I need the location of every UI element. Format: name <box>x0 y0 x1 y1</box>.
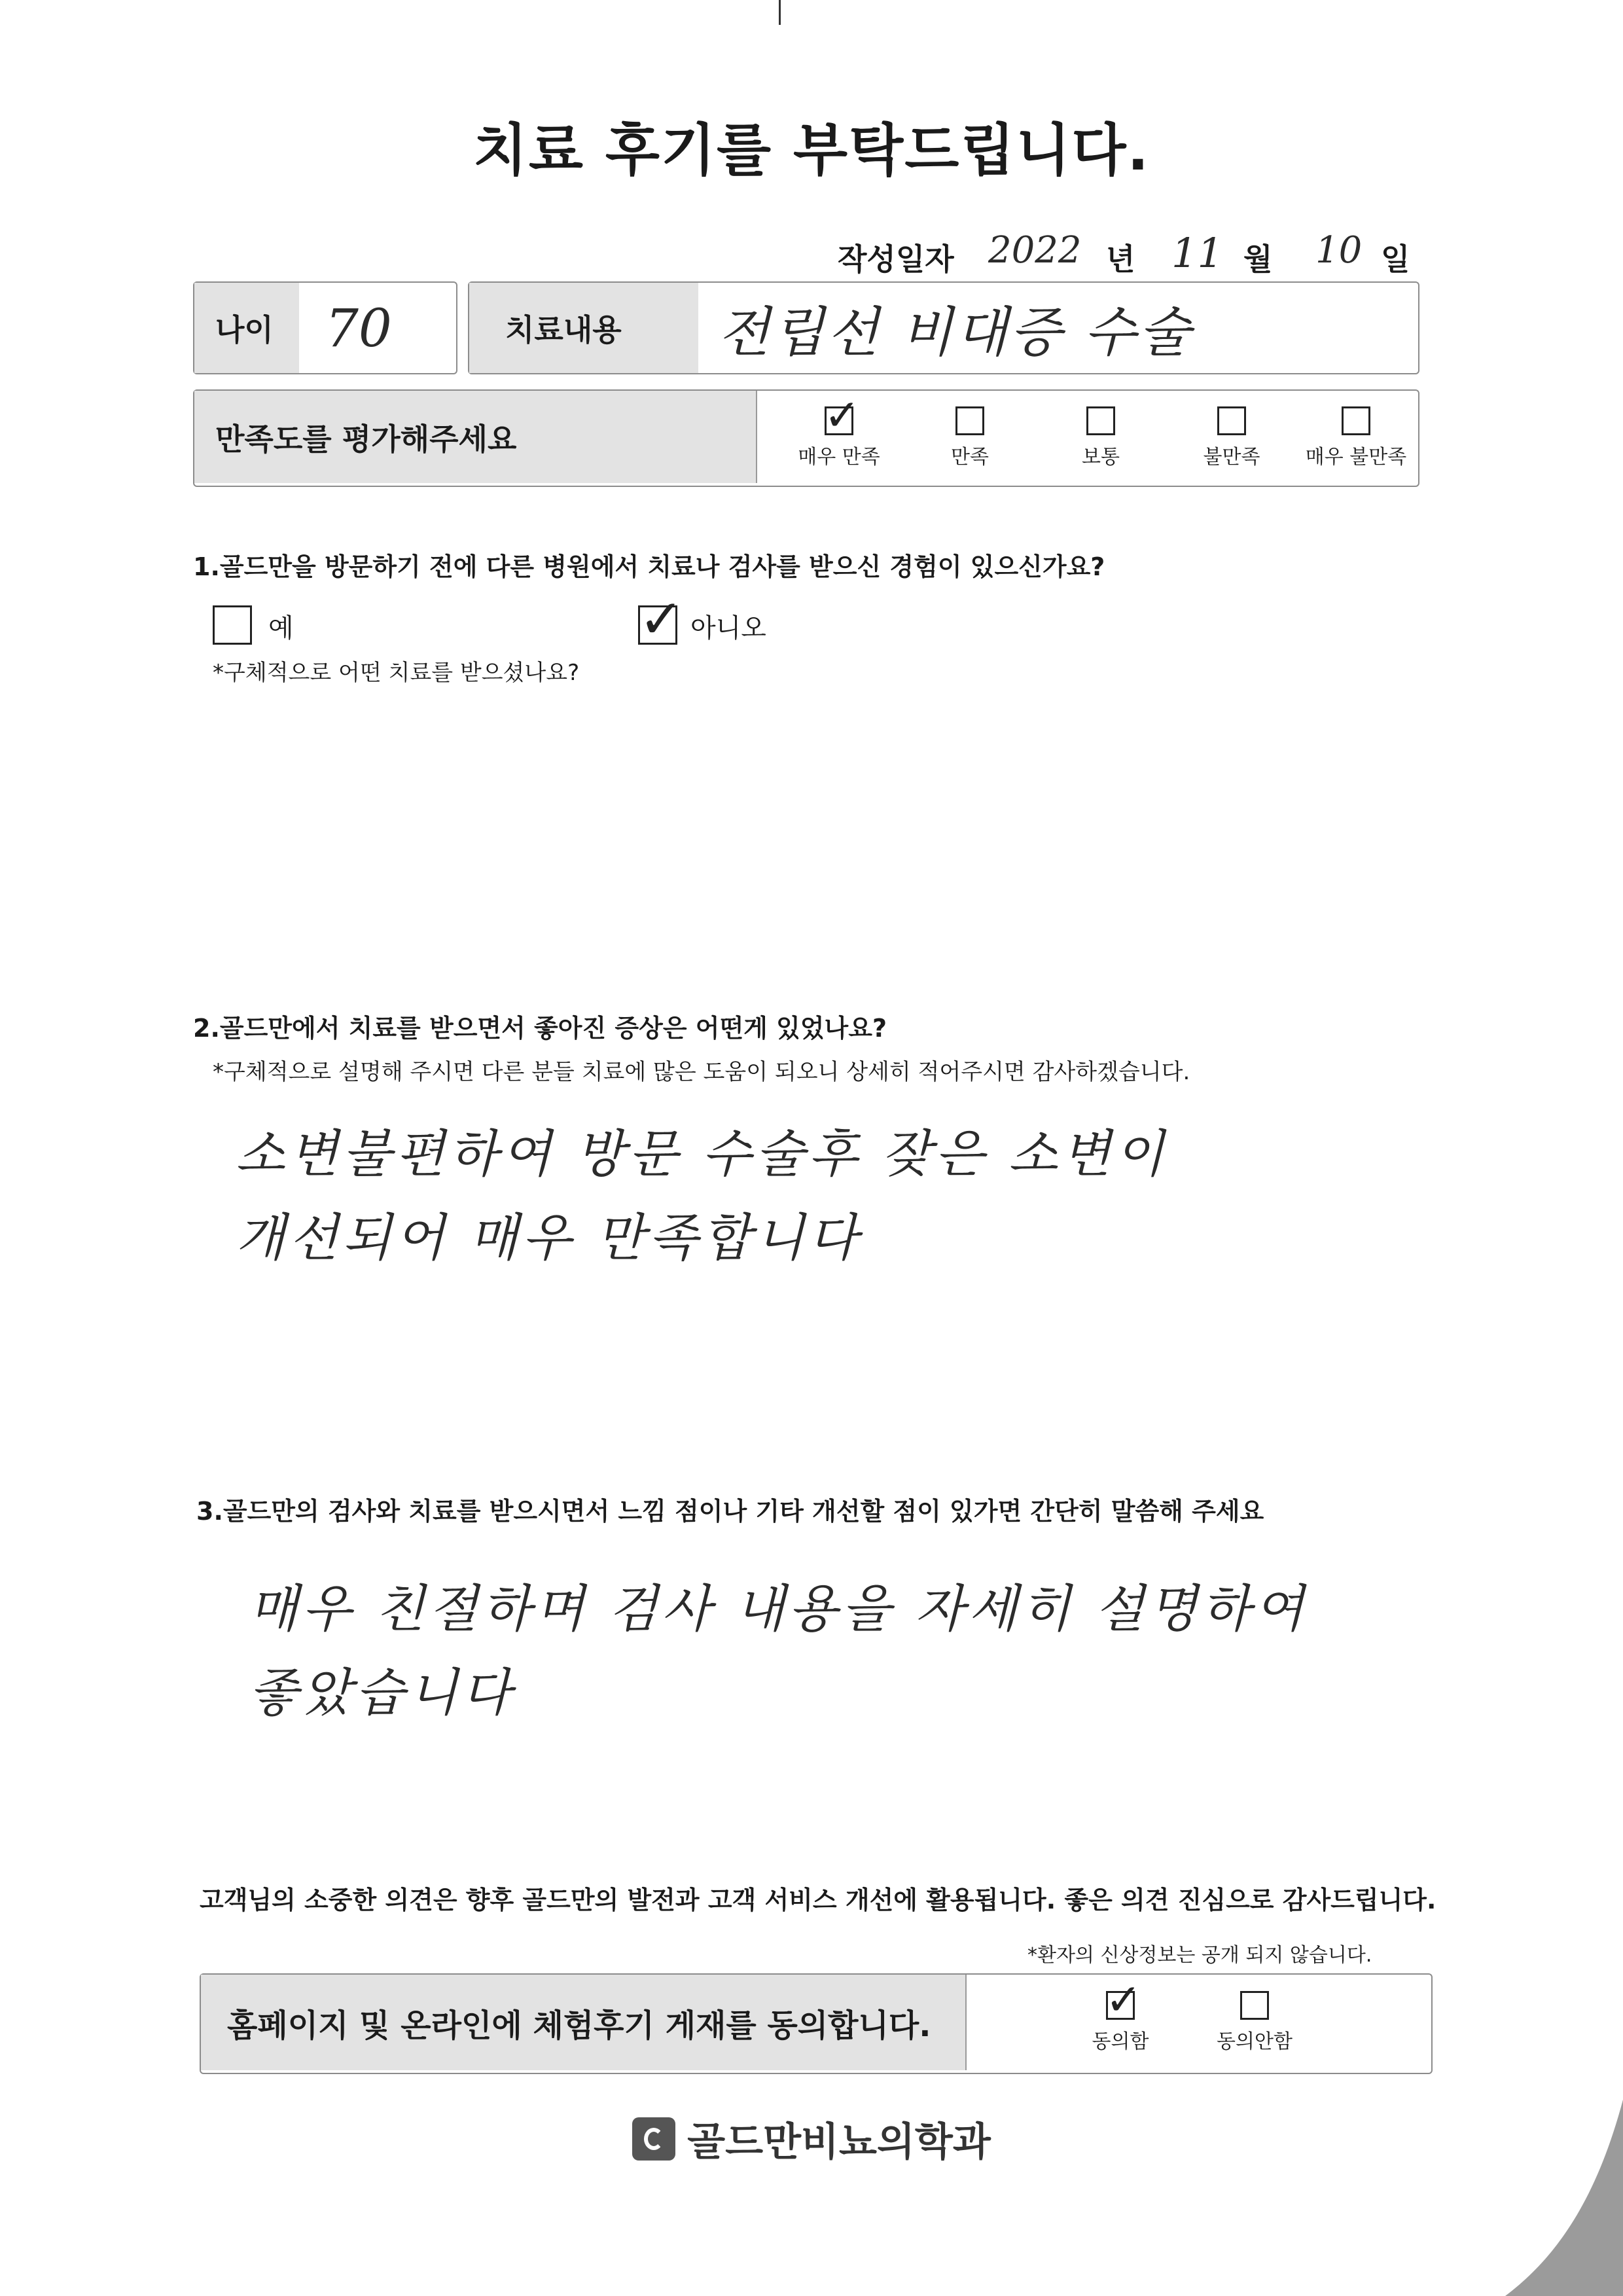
consent-agree-label: 동의함 <box>1092 2030 1149 2053</box>
q1-yes-label: 예 <box>268 613 294 643</box>
q2-answer-line-2: 개선되어 매우 만족합니다 <box>236 1209 862 1268</box>
very-satisfied-checkbox[interactable] <box>824 390 861 440</box>
satisfaction-option-satisfied[interactable] <box>914 406 1026 469</box>
clinic-logo-icon <box>632 2117 675 2161</box>
option-label: 만족 <box>951 446 989 469</box>
q1-no-checkbox[interactable] <box>638 588 684 651</box>
treatment-value: 전립선 비대증 수술 <box>718 301 1193 364</box>
treatment-label: 치료내용 <box>469 283 698 373</box>
date-month-unit: 월 <box>1243 242 1273 277</box>
consent-disagree-checkbox[interactable] <box>1240 1991 1269 2020</box>
satisfaction-label: 만족도를 평가해주세요 <box>194 391 757 483</box>
scan-mark <box>779 0 781 25</box>
option-label: 매우 불만족 <box>1305 446 1407 469</box>
q1-hint: *구체적으로 어떤 치료를 받으셨나요? <box>213 660 580 686</box>
age-box <box>193 281 457 374</box>
option-label: 매우 만족 <box>798 446 880 469</box>
page-title: 치료 후기를 부탁드립니다. <box>473 118 1150 183</box>
question-3: 3.골드만의 검사와 치료를 받으시면서 느낌 점이나 기타 개선할 점이 있가면 간단히 말씀해 주세요 <box>196 1497 1264 1526</box>
satisfied-checkbox[interactable] <box>955 406 984 435</box>
date-day-value: 10 <box>1315 229 1363 272</box>
neutral-checkbox[interactable] <box>1086 406 1115 435</box>
date-year-value: 2022 <box>988 229 1082 272</box>
very-dissatisfied-checkbox[interactable] <box>1342 406 1370 435</box>
q1-yes-checkbox[interactable] <box>213 605 252 645</box>
clinic-name: 골드만비뇨의학과 <box>687 2119 991 2165</box>
consent-agree-checkbox[interactable] <box>1105 1975 1142 2025</box>
age-value: 70 <box>325 297 392 359</box>
footer-logo <box>0 2111 1623 2167</box>
q3-answer <box>249 1568 1459 1735</box>
satisfaction-options <box>738 390 1418 478</box>
check-mark-icon: ✓ <box>1105 1975 1142 2025</box>
option-label: 불만족 <box>1203 446 1260 469</box>
page-corner-shadow <box>1427 2100 1623 2296</box>
question-2: 2.골드만에서 치료를 받으면서 좋아진 증상은 어떤게 있었나요? <box>193 1014 887 1043</box>
q2-answer-line-1: 소변불편하여 방문 수술후 잦은 소변이 <box>236 1125 1168 1184</box>
option-label: 보통 <box>1082 446 1120 469</box>
satisfaction-box <box>193 389 1419 487</box>
date-row <box>838 229 1427 288</box>
consent-label: 홈페이지 및 온라인에 체험후기 게재를 동의합니다. <box>201 1975 967 2070</box>
satisfaction-option-very-satisfied[interactable] <box>783 390 895 469</box>
q3-answer-line-2: 좋았습니다 <box>249 1664 515 1723</box>
check-mark-icon: ✓ <box>824 390 861 440</box>
age-label: 나이 <box>194 283 299 373</box>
date-day-unit: 일 <box>1381 242 1410 277</box>
q2-hint: *구체적으로 설명해 주시면 다른 분들 치료에 많은 도움이 되오니 상세히 적어주시면 감사하겠습니다. <box>213 1059 1190 1085</box>
q2-answer <box>236 1113 1414 1280</box>
q3-answer-line-1: 매우 친절하며 검사 내용을 자세히 설명하여 <box>249 1580 1308 1639</box>
dissatisfied-checkbox[interactable] <box>1217 406 1246 435</box>
satisfaction-option-dissatisfied[interactable] <box>1176 406 1287 469</box>
treatment-box <box>468 281 1419 374</box>
date-month-value: 11 <box>1171 229 1223 277</box>
satisfaction-option-neutral[interactable] <box>1045 406 1156 469</box>
consent-box <box>200 1973 1433 2074</box>
consent-disagree-label: 동의안함 <box>1217 2030 1293 2053</box>
consent-agree-option[interactable] <box>1068 1975 1173 2054</box>
thanks-message: 고객님의 소중한 의견은 향후 골드만의 발전과 고객 서비스 개선에 활용됩니다. 좋은 의견 진심으로 감사드립니다. <box>200 1886 1436 1914</box>
check-mark-icon: ✓ <box>639 588 684 651</box>
consent-disagree-option[interactable] <box>1196 1991 1313 2054</box>
satisfaction-option-very-dissatisfied[interactable] <box>1297 406 1415 469</box>
q1-no-label: 아니오 <box>690 613 766 643</box>
date-label: 작성일자 <box>838 242 954 277</box>
question-1: 1.골드만을 방문하기 전에 다른 병원에서 치료나 검사를 받으신 경험이 있으신가요? <box>193 552 1105 581</box>
date-year-unit: 년 <box>1106 242 1135 277</box>
privacy-note: *환자의 신상정보는 공개 되지 않습니다. <box>1027 1944 1372 1967</box>
